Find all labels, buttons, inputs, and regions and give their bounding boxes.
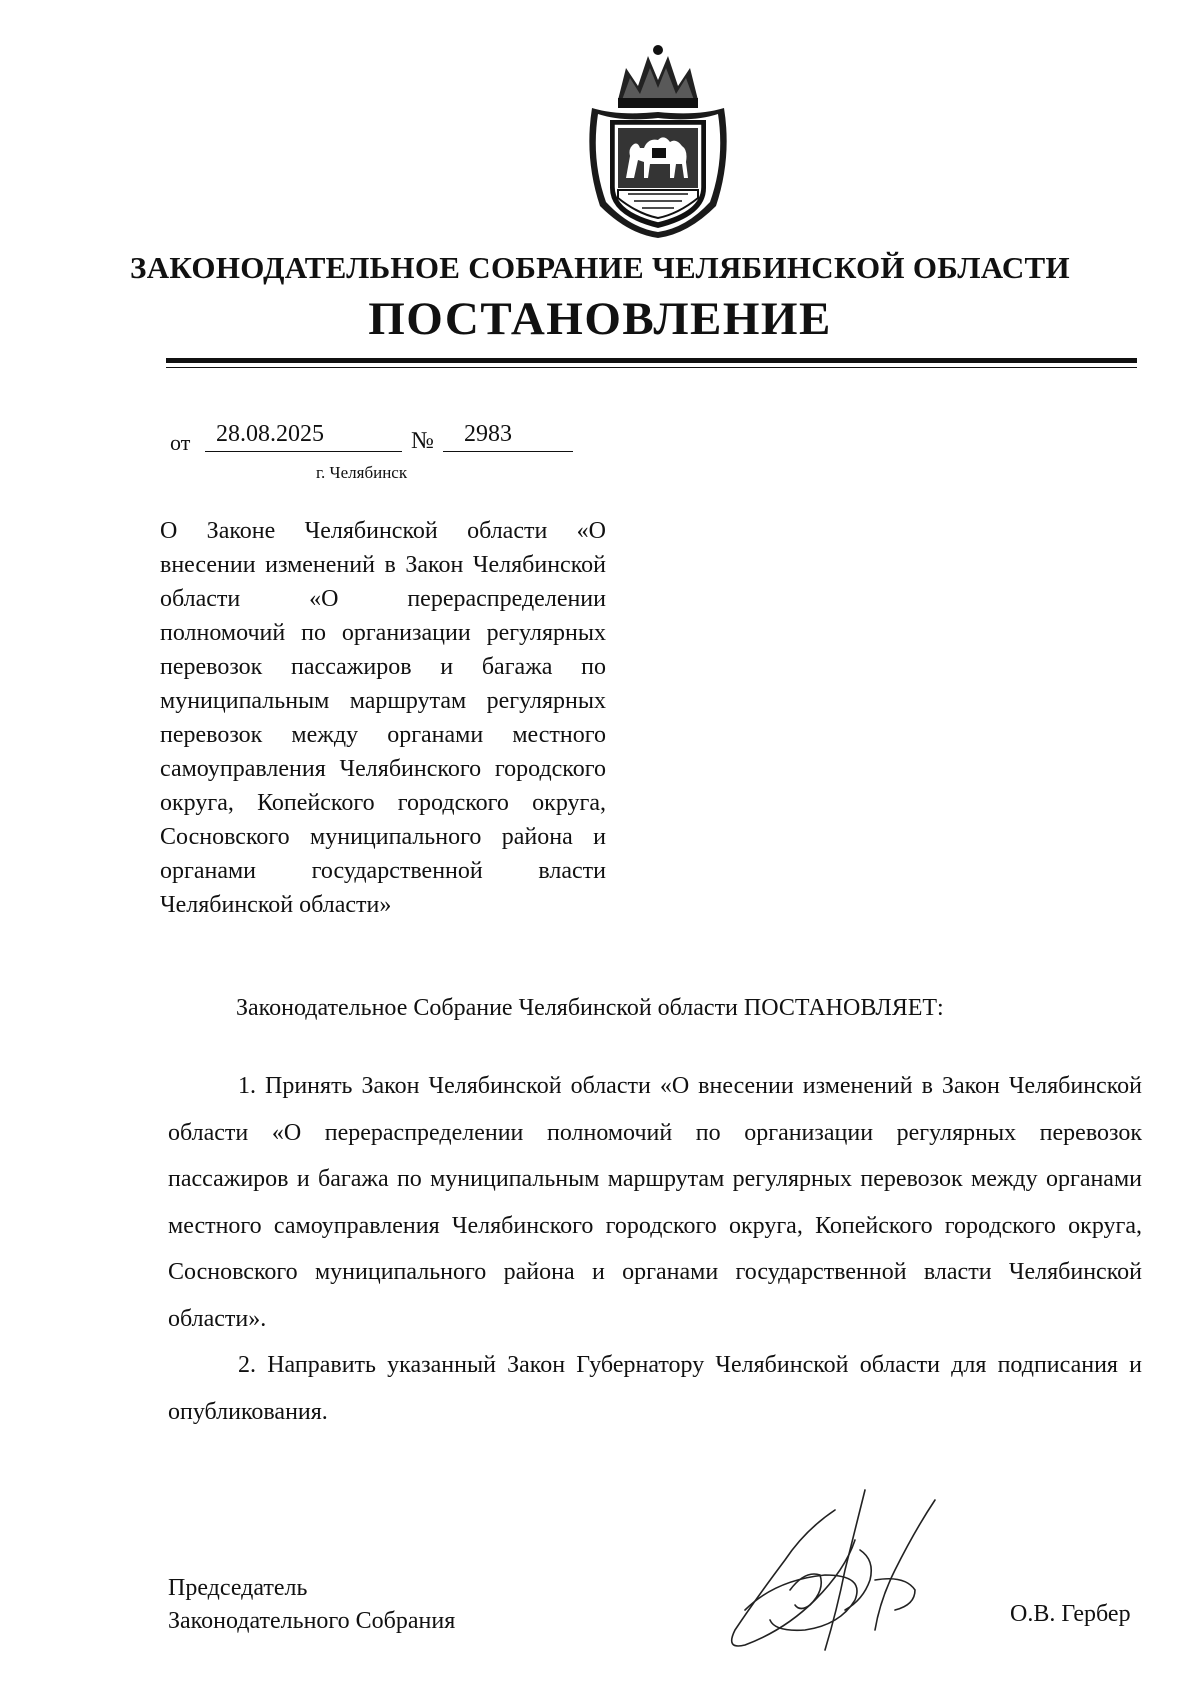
resolution-preamble: Законодательное Собрание Челябинской области ПОСТАНОВЛЯЕТ: [236, 995, 944, 1021]
date-prefix: от [170, 430, 191, 455]
signatory-title-line-1: Председатель [168, 1575, 308, 1601]
document-number: 2983 [464, 421, 512, 447]
document-type-title: ПОСТАНОВЛЕНИЕ [368, 293, 832, 345]
number-underline [443, 451, 573, 452]
signatory-name: О.В. Гербер [1010, 1601, 1131, 1627]
resolution-paragraph-1: 1. Принять Закон Челябинской области «О внесении изменений в Закон Челябинской области «О перераспределении полномочий по организации регулярных перевозок пассажиров и багажа по муниципальным маршрутам регулярных перевозок между органами местного самоуправления Челябинского городского округа, Копейского городского округа, Сосновского муниципального района и органами государственной власти Челябинской области». [168, 1073, 1142, 1332]
document-city: г. Челябинск [316, 463, 408, 482]
resolution-paragraph-2: 2. Направить указанный Закон Губернатору Челябинской области для подписания и опубликования. [168, 1352, 1142, 1425]
number-sign: № [411, 428, 434, 454]
signatory-title-line-2: Законодательного Собрания [168, 1608, 456, 1634]
signatory-title [168, 1572, 455, 1638]
document-subject: О Законе Челябинской области «О внесении изменений в Закон Челябинской области «О перераспределении полномочий по организации регулярных перевозок пассажиров и багажа по муниципальным маршрутам регулярных перевозок между органами местного самоуправления Челябинского городского округа, Копейского городского округа, Сосновского муниципального района и органами государственной власти Челябинской области» [160, 518, 606, 918]
organization-title: ЗАКОНОДАТЕЛЬНОЕ СОБРАНИЕ ЧЕЛЯБИНСКОЙ ОБЛАСТИ [130, 250, 1070, 285]
handwritten-signature-icon [715, 1480, 985, 1660]
chelyabinsk-coat-of-arms-icon [578, 38, 738, 240]
document-date: 28.08.2025 [216, 421, 324, 447]
header-divider-thick [166, 358, 1137, 363]
date-underline [205, 451, 402, 452]
header-divider-thin [166, 367, 1137, 368]
